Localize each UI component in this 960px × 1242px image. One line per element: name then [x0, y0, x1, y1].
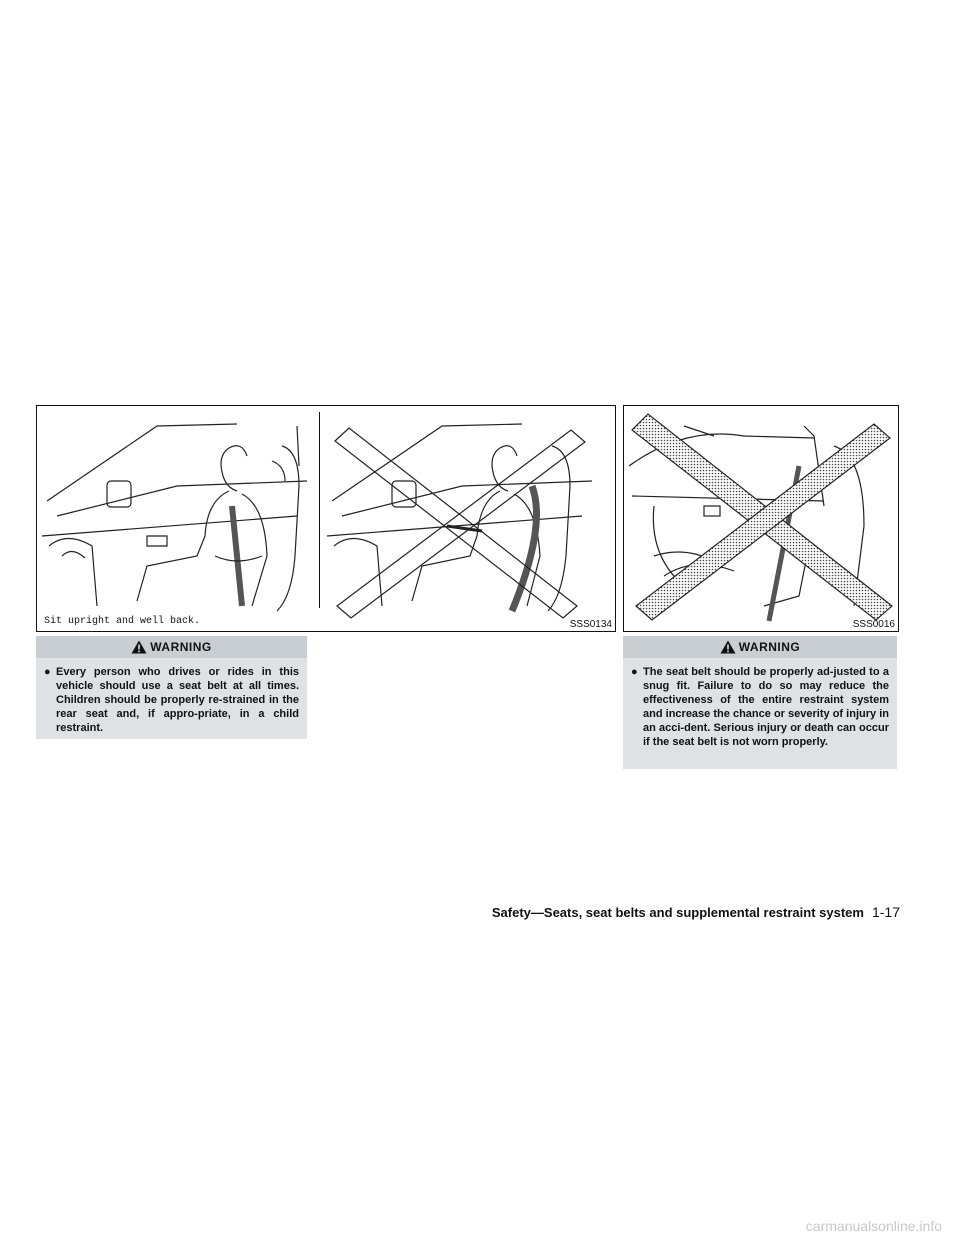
warning-header [623, 636, 897, 658]
warning-text [36, 658, 307, 735]
bullet-icon: ● [631, 666, 638, 678]
warning-header [36, 636, 307, 658]
figure-caption: Sit upright and well back. [44, 616, 201, 627]
warning-text [623, 658, 897, 749]
watermark: carmanualsonline.info [805, 1218, 942, 1234]
warning-triangle-icon [131, 640, 147, 654]
warning-triangle-icon [720, 640, 736, 654]
warning-box [623, 636, 897, 769]
seatbelt-illustration-right [623, 405, 899, 632]
page-number: 1-17 [871, 904, 900, 920]
figure-code: SSS0134 [569, 619, 612, 630]
seatbelt-illustration-left [36, 405, 616, 632]
page-footer [492, 904, 900, 920]
warning-message: Every person who drives or rides in this vehicle should use a seat belt at all times. Children should be properly re-strained in the rear seat and, if appro-priate, in a child restraint. [56, 666, 299, 734]
seat-posture-drawing [37, 406, 615, 631]
section-title: Safety—Seats, seat belts and supplemental restraint system [491, 905, 864, 920]
child-belt-drawing [624, 406, 898, 631]
warning-title: WARNING [150, 640, 212, 654]
warning-message: The seat belt should be properly ad-justed to a snug fit. Failure to do so may reduce the effectiveness of the entire restraint system and increase the chance or severity of injury in an acci-dent. Serious injury or death can occur if the seat belt is not worn properly. [643, 666, 889, 748]
figure-code: SSS0016 [852, 619, 895, 630]
figure-divider [319, 412, 320, 608]
warning-title: WARNING [738, 640, 801, 654]
bullet-icon: ● [44, 666, 51, 678]
warning-box [36, 636, 307, 739]
